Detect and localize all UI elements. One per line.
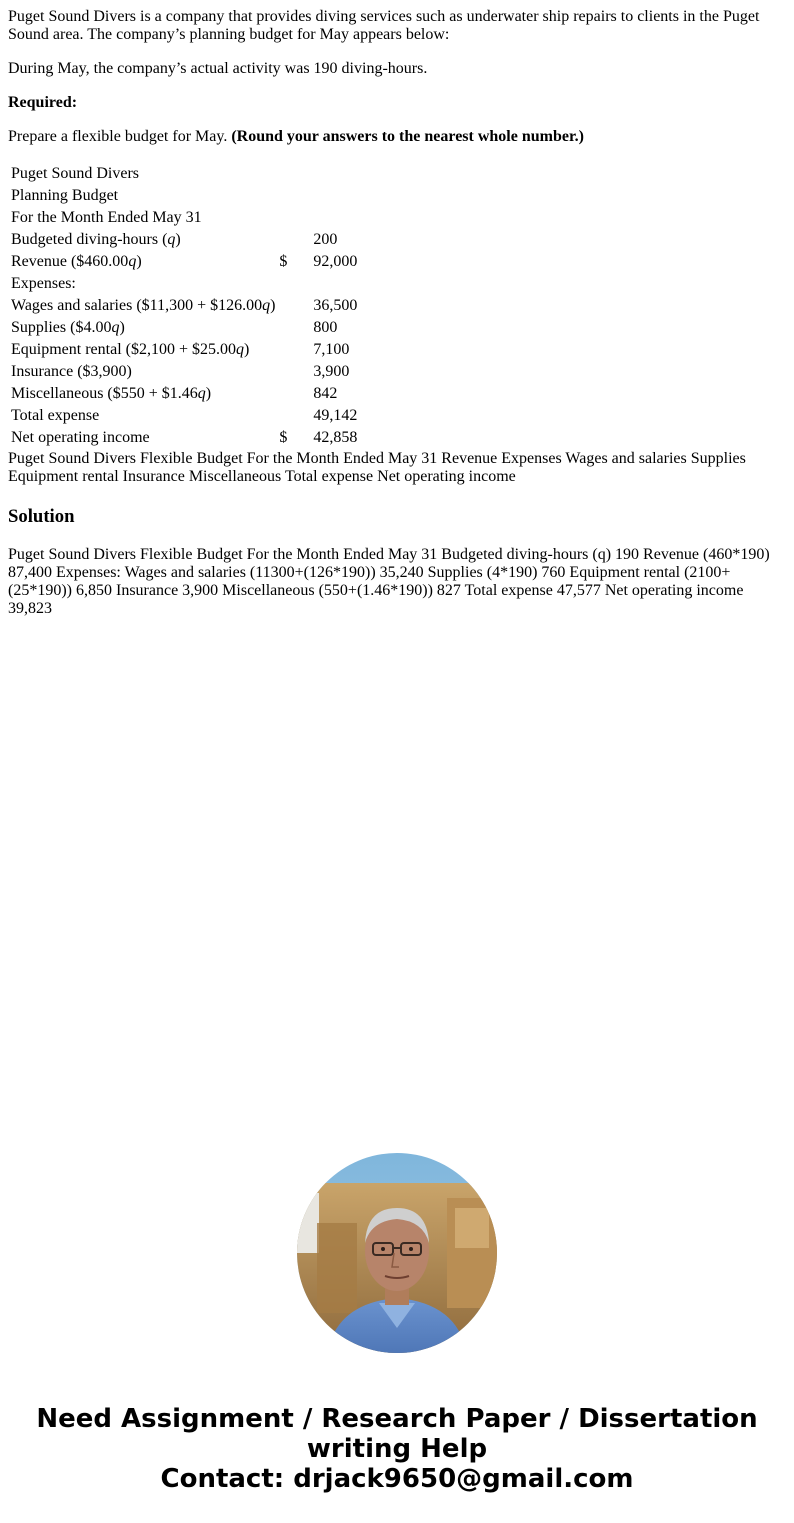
budget-row-label — [10, 340, 276, 360]
budget-row-amount: 36,500 — [313, 297, 358, 314]
budget-row-label — [10, 296, 276, 316]
budget-row — [10, 406, 364, 426]
solution-text: Puget Sound Divers Flexible Budget For the Month Ended May 31 Budgeted diving-hours (q) 190 Revenue (460*190) 87,400 Expenses: Wages and salaries (11300+(126*190)) 35,240 Supplies (4*190) 760 Equipment rental (2100+(25*190)) 6,850 Insurance 3,900 Miscellaneous (550+(1.46*190)) 827 Total expense 47,577 Net operating income 39,823 — [8, 546, 770, 617]
budget-row-currency — [278, 362, 310, 382]
budget-row-currency — [278, 406, 310, 426]
budget-row-currency — [278, 296, 310, 316]
label-variable: q — [128, 253, 137, 270]
budget-period: For the Month Ended May 31 — [11, 209, 202, 226]
label-text-end: ) — [175, 231, 181, 248]
label-text: Budgeted diving-hours ( — [11, 231, 168, 248]
label-variable: q — [235, 341, 244, 358]
label-text-end: ) — [243, 341, 250, 358]
budget-row-label — [10, 252, 276, 272]
budget-row-currency — [278, 318, 310, 338]
budget-row-amount: 842 — [313, 385, 338, 402]
budget-title-row — [10, 208, 364, 228]
prepare-instruction — [8, 128, 786, 146]
budget-row-currency — [278, 340, 310, 360]
budget-row-currency — [278, 230, 310, 250]
budget-row — [10, 230, 364, 250]
budget-row — [10, 428, 364, 448]
budget-row-currency: $ — [279, 429, 288, 446]
flexible-budget-prompt: Puget Sound Divers Flexible Budget For the Month Ended May 31 Revenue Expenses Wages and salaries Supplies Equipment rental Insurance Miscellaneous Total expense Net operating income — [8, 450, 746, 485]
label-text: Revenue ($460.00 — [11, 253, 129, 270]
label-variable: q — [262, 297, 271, 314]
label-variable: q — [111, 319, 120, 336]
budget-row-amount: 200 — [313, 231, 338, 248]
rounding-note: (Round your answers to the nearest whole number.) — [231, 128, 584, 145]
budget-row-amount: 3,900 — [313, 363, 350, 380]
budget-title-row — [10, 164, 364, 184]
actual-activity: During May, the company’s actual activity was 190 diving-hours. — [8, 60, 428, 77]
budget-row — [10, 274, 364, 294]
planning-budget-table — [8, 162, 366, 450]
label-variable: q — [167, 231, 176, 248]
label-text-end: ) — [205, 385, 212, 402]
document-body — [8, 8, 786, 618]
contact-line-2: writing Help — [306, 1434, 488, 1464]
budget-row — [10, 318, 364, 338]
label-text: Net operating income — [11, 429, 150, 446]
budget-row — [10, 296, 364, 316]
budget-row — [10, 252, 364, 272]
budget-row-currency: $ — [279, 253, 288, 270]
budget-row-amount: 49,142 — [313, 407, 358, 424]
budget-row-label — [10, 230, 276, 250]
budget-row-label — [10, 384, 276, 404]
label-text: Total expense — [11, 407, 100, 424]
budget-row-label — [10, 362, 276, 382]
budget-row-amount: 7,100 — [313, 341, 350, 358]
contact-banner — [0, 1404, 794, 1494]
budget-row-amount: 42,858 — [313, 429, 358, 446]
budget-row-currency — [278, 384, 310, 404]
budget-row-label — [10, 318, 276, 338]
budget-title-row — [10, 186, 364, 206]
label-variable: q — [197, 385, 206, 402]
budget-row-amount: 800 — [313, 319, 338, 336]
budget-row-label — [10, 406, 276, 426]
budget-row-amount: 92,000 — [313, 253, 358, 270]
label-text: Wages and salaries ($11,300 + $126.00 — [11, 297, 263, 314]
budget-row-currency — [278, 274, 310, 294]
label-text-end: ) — [136, 253, 142, 270]
contact-email-line: Contact: drjack9650@gmail.com — [160, 1464, 634, 1494]
prepare-text: Prepare a flexible budget for May. — [8, 128, 232, 145]
author-portrait-image — [297, 1153, 497, 1353]
label-text-end: ) — [270, 297, 276, 314]
budget-row — [10, 384, 364, 404]
budget-name: Planning Budget — [11, 187, 119, 204]
budget-row — [10, 340, 364, 360]
label-text-end: ) — [119, 319, 125, 336]
label-text: Insurance ($3,900) — [11, 363, 132, 380]
label-text: Miscellaneous ($550 + $1.46 — [11, 385, 198, 402]
budget-row-label — [10, 274, 276, 294]
budget-row-amount — [312, 274, 364, 294]
question-intro: Puget Sound Divers is a company that provides diving services such as underwater ship repairs to clients in the Puget Sound area. The company’s planning budget for May appears below: — [8, 8, 760, 43]
label-text: Expenses: — [11, 275, 76, 292]
label-text: Supplies ($4.00 — [11, 319, 112, 336]
solution-heading: Solution — [8, 506, 75, 527]
budget-row — [10, 362, 364, 382]
budget-row-label — [10, 428, 276, 448]
required-label: Required: — [8, 94, 78, 111]
author-photo — [297, 1153, 497, 1353]
contact-line-1: Need Assignment / Research Paper / Dissertation — [36, 1404, 758, 1434]
company-name: Puget Sound Divers — [11, 165, 139, 182]
label-text: Equipment rental ($2,100 + $25.00 — [11, 341, 236, 358]
